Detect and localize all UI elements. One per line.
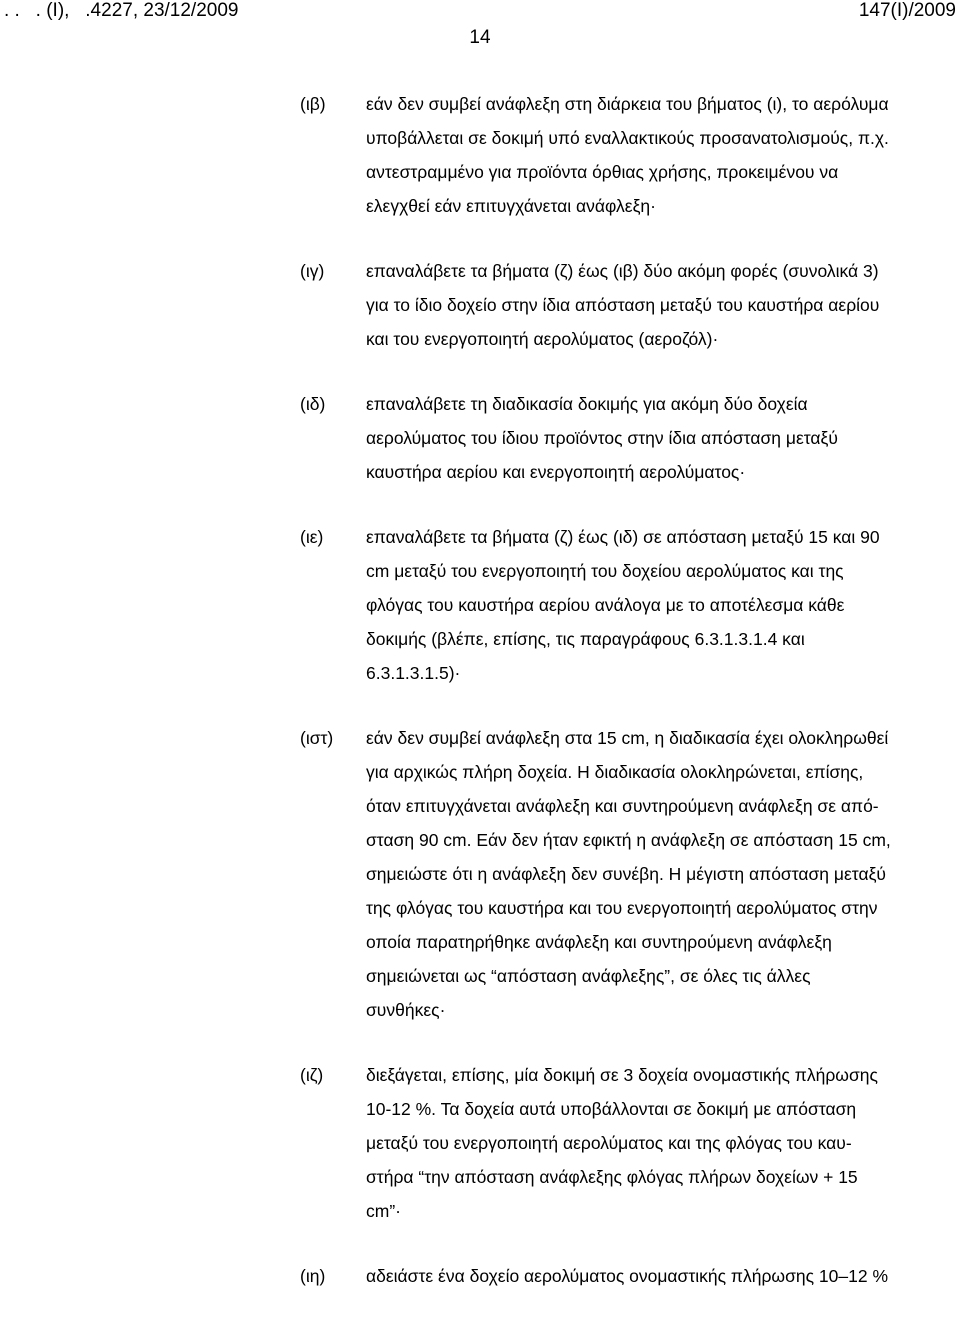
text-line: σημειώνεται ως “απόσταση ανάφλεξης”, σε όλες τις άλλες xyxy=(366,966,811,986)
item-label: (ιη) xyxy=(300,1266,326,1286)
item-label: (ιε) xyxy=(300,527,324,547)
list-item xyxy=(0,1058,960,1228)
text-line: 6.3.1.3.1.5)· xyxy=(366,663,461,683)
text-line: σταση 90 cm. Εάν δεν ήταν εφικτή η ανάφλεξη σε απόσταση 15 cm, xyxy=(366,830,891,850)
text-line: 10-12 %. Τα δοχεία αυτά υποβάλλονται σε δοκιμή με απόσταση xyxy=(366,1099,857,1119)
text-line: διεξάγεται, επίσης, μία δοκιμή σε 3 δοχεία ονομαστικής πλήρωσης xyxy=(366,1065,878,1085)
text-line: για αρχικώς πλήρη δοχεία. Η διαδικασία ολοκληρώνεται, επίσης, xyxy=(366,762,864,782)
item-label: (ιζ) xyxy=(300,1065,324,1085)
item-label: (ιβ) xyxy=(300,94,326,114)
text-line: καυστήρα αερίου και ενεργοποιητή αερολύματος· xyxy=(366,462,746,482)
text-line: όταν επιτυγχάνεται ανάφλεξη και συντηρούμενη ανάφλεξη σε από- xyxy=(366,796,879,816)
text-line: ελεγχθεί εάν επιτυγχάνεται ανάφλεξη· xyxy=(366,196,656,216)
page-number: 14 xyxy=(469,27,491,48)
item-text xyxy=(366,1058,956,1228)
item-text xyxy=(366,1259,956,1293)
text-line: οποία παρατηρήθηκε ανάφλεξη και συντηρούμενη ανάφλεξη xyxy=(366,932,832,952)
list-item xyxy=(0,254,960,356)
list-item xyxy=(0,721,960,1027)
text-line: συνθήκες· xyxy=(366,1000,446,1020)
item-text xyxy=(366,520,956,690)
item-text xyxy=(366,254,956,356)
text-line: υποβάλλεται σε δοκιμή υπό εναλλακτικούς προσανατολισμούς, π.χ. xyxy=(366,128,889,148)
header-reference: . . . (Ι), .4227, 23/12/2009 xyxy=(4,0,239,21)
list-item xyxy=(0,87,960,223)
text-line: επαναλάβετε τα βήματα (ζ) έως (ιβ) δύο ακόμη φορές (συνολικά 3) xyxy=(366,261,879,281)
text-line: εάν δεν συμβεί ανάφλεξη στα 15 cm, η διαδικασία έχει ολοκληρωθεί xyxy=(366,728,889,748)
text-line: εάν δεν συμβεί ανάφλεξη στη διάρκεια του βήματος (ι), το αερόλυμα xyxy=(366,94,889,114)
item-text xyxy=(366,387,956,489)
list-item xyxy=(0,1259,960,1293)
list-item xyxy=(0,520,960,690)
text-line: επαναλάβετε τη διαδικασία δοκιμής για ακόμη δύο δοχεία xyxy=(366,394,808,414)
text-line: αντεστραμμένο για προϊόντα όρθιας χρήσης, προκειμένου να xyxy=(366,162,839,182)
text-line: φλόγας του καυστήρα αερίου ανάλογα με το αποτέλεσμα κάθε xyxy=(366,595,845,615)
header-law-number: 147(Ι)/2009 xyxy=(858,0,956,21)
text-line: και του ενεργοποιητή αερολύματος (αεροζόλ)· xyxy=(366,329,719,349)
text-line: της φλόγας του καυστήρα και του ενεργοποιητή αερολύματος στην xyxy=(366,898,878,918)
item-label: (ιστ) xyxy=(300,728,334,748)
item-label: (ιγ) xyxy=(300,261,325,281)
item-text xyxy=(366,87,956,223)
list-item xyxy=(0,387,960,489)
item-label: (ιδ) xyxy=(300,394,326,414)
text-line: για το ίδιο δοχείο στην ίδια απόσταση μεταξύ του καυστήρα αερίου xyxy=(366,295,880,315)
item-text xyxy=(366,721,956,1027)
text-line: επαναλάβετε τα βήματα (ζ) έως (ιδ) σε απόσταση μεταξύ 15 και 90 xyxy=(366,527,880,547)
text-line: cm”· xyxy=(366,1201,401,1221)
text-line: αερολύματος του ίδιου προϊόντος στην ίδια απόσταση μεταξύ xyxy=(366,428,838,448)
text-line: cm μεταξύ του ενεργοποιητή του δοχείου αερολύματος και της xyxy=(366,561,844,581)
text-line: σημειώστε ότι η ανάφλεξη δεν συνέβη. Η μέγιστη απόσταση μεταξύ xyxy=(366,864,886,884)
text-line: δοκιμής (βλέπε, επίσης, τις παραγράφους 6.3.1.3.1.4 και xyxy=(366,629,805,649)
enumerated-list xyxy=(0,87,960,1324)
text-line: στήρα “την απόσταση ανάφλεξης φλόγας πλήρων δοχείων + 15 xyxy=(366,1167,858,1187)
text-line: αδειάστε ένα δοχείο αερολύματος ονομαστικής πλήρωσης 10–12 % xyxy=(366,1266,889,1286)
page-header xyxy=(0,0,960,28)
text-line: μεταξύ του ενεργοποιητή αερολύματος και της φλόγας του καυ- xyxy=(366,1133,852,1153)
